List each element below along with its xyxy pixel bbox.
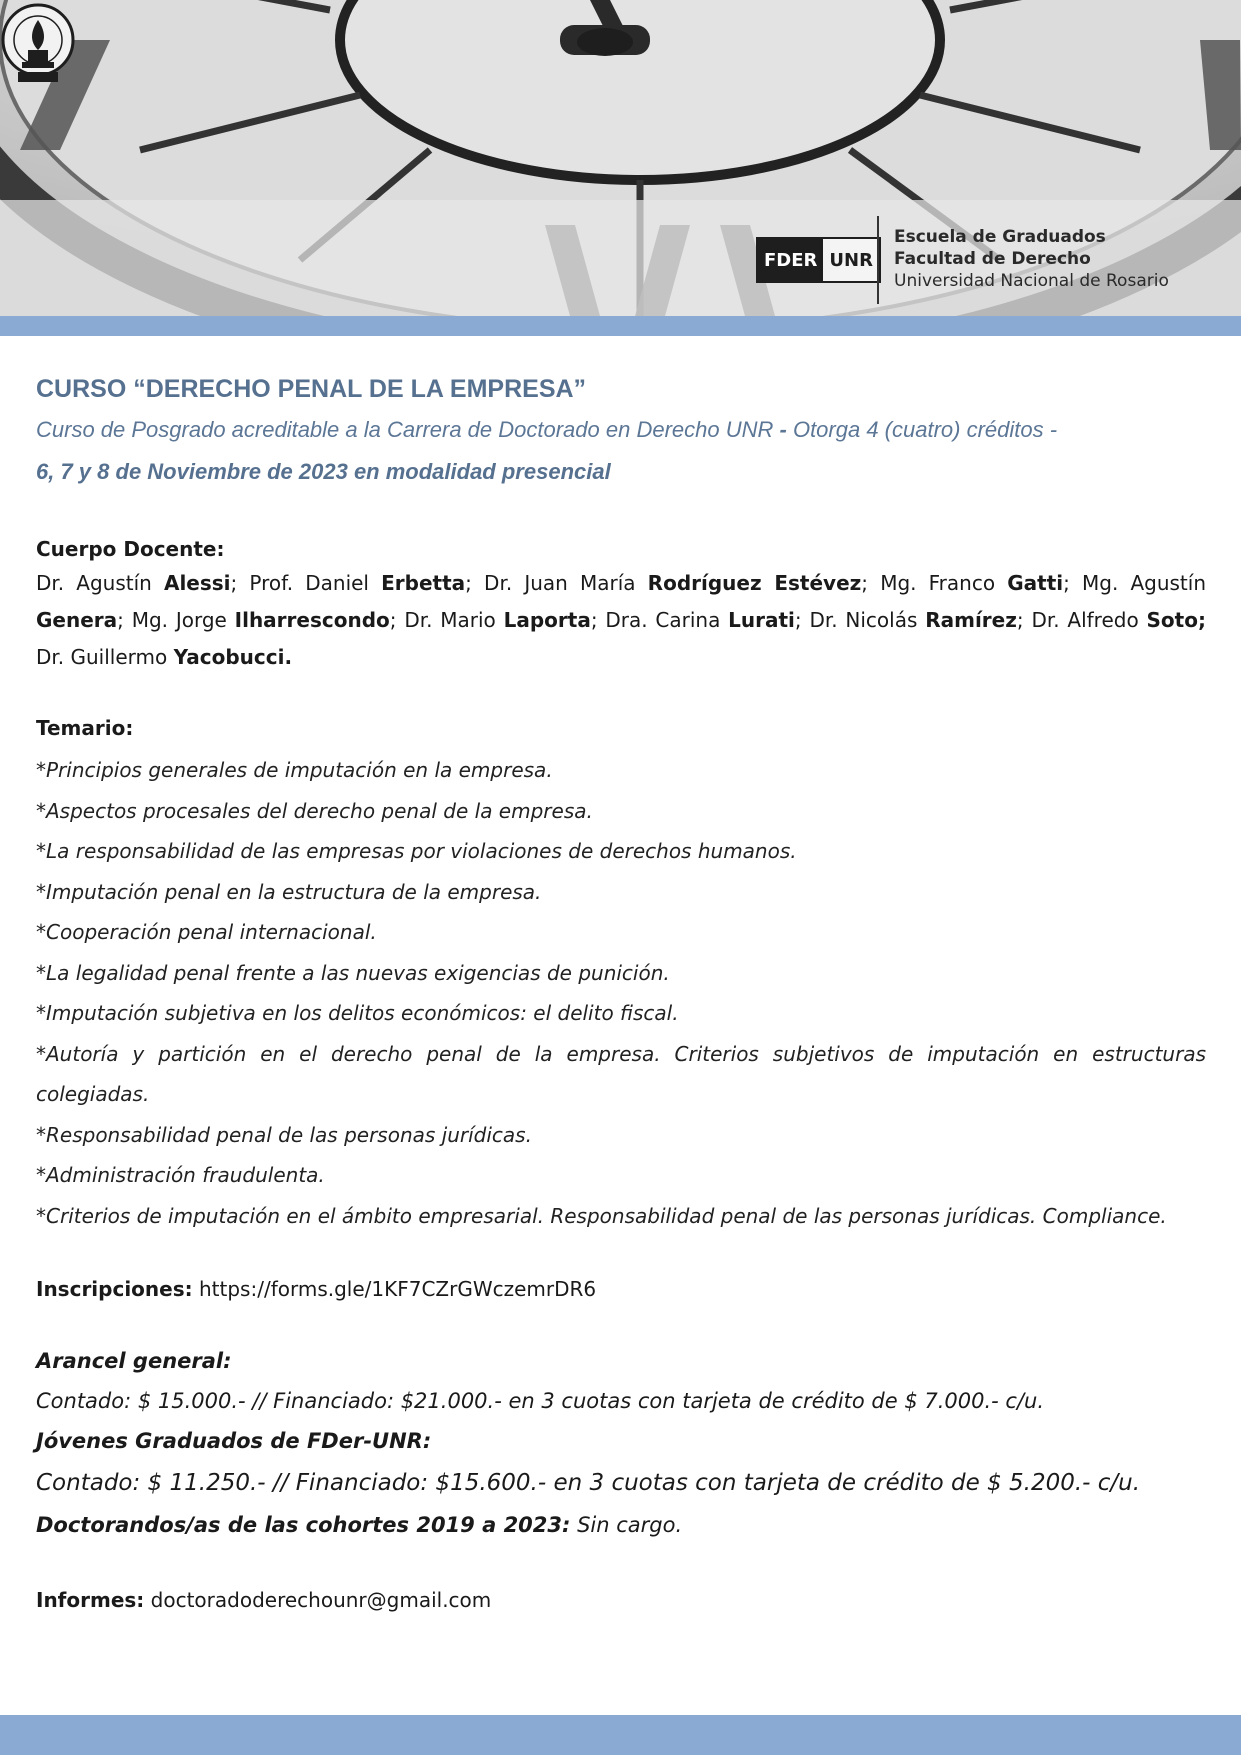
- topics-list: [36, 750, 1206, 1236]
- teacher-item: [132, 608, 405, 632]
- teachers-list: [36, 565, 1206, 676]
- teacher-item: [809, 608, 1031, 632]
- teacher-item: [249, 571, 484, 595]
- fee-doctoral-line: [36, 1505, 1206, 1545]
- fee-general-heading: Arancel general:: [36, 1349, 232, 1373]
- fee-doctoral-label: Doctorandos/as de las cohortes 2019 a 2023:: [36, 1513, 571, 1537]
- info-label: Informes:: [36, 1588, 145, 1612]
- teacher-item: [880, 571, 1082, 595]
- course-subtitle-a: Curso de Posgrado acreditable a la Carrera de Doctorado en Derecho UNR: [36, 417, 774, 442]
- teacher-separator: ;: [794, 608, 810, 632]
- topic-item: *Responsabilidad penal de las personas jurídicas.: [36, 1122, 532, 1147]
- teacher-surname: Gatti: [1007, 571, 1064, 595]
- course-subtitle-b: Otorga 4 (cuatro) créditos -: [792, 417, 1058, 442]
- teacher-separator: ;: [465, 571, 485, 595]
- teacher-surname: Ilharrescondo: [234, 608, 390, 632]
- teacher-prefix: Prof. Daniel: [249, 571, 382, 595]
- teacher-item: [36, 571, 249, 595]
- teacher-prefix: Dr. Guillermo: [36, 645, 174, 669]
- teacher-prefix: Dr. Juan María: [484, 571, 648, 595]
- teacher-separator: ;: [1016, 608, 1032, 632]
- teacher-surname: Laporta: [503, 608, 591, 632]
- teacher-item: [404, 608, 605, 632]
- teacher-surname: Yacobucci.: [173, 645, 293, 669]
- institution-block: [894, 226, 1169, 292]
- teacher-item: [605, 608, 809, 632]
- registration-label: Inscripciones:: [36, 1277, 193, 1301]
- teacher-prefix: Mg. Jorge: [131, 608, 235, 632]
- fder-logo-left: FDER: [758, 239, 823, 281]
- fder-unr-logo: [756, 237, 881, 283]
- teachers-heading: Cuerpo Docente:: [36, 537, 225, 561]
- teacher-surname: Soto;: [1146, 608, 1206, 632]
- teacher-surname: Erbetta: [381, 571, 466, 595]
- teacher-separator: ;: [861, 571, 881, 595]
- fee-young-line: Contado: $ 11.250.- // Financiado: $15.600.- en 3 cuotas con tarjeta de crédito de $ 5.200.- c/u.: [36, 1470, 1141, 1496]
- registration-link[interactable]: https://forms.gle/1KF7CZrGWczemrDR6: [199, 1277, 597, 1301]
- topic-item: *Imputación penal en la estructura de la empresa.: [36, 879, 542, 904]
- fee-doctoral-value: Sin cargo.: [570, 1513, 683, 1537]
- teacher-surname: Rodríguez Estévez: [647, 571, 862, 595]
- teacher-prefix: Mg. Franco: [880, 571, 1008, 595]
- teacher-item: [36, 645, 292, 669]
- institution-university: Universidad Nacional de Rosario: [894, 271, 1169, 291]
- topic-item: *Principios generales de imputación en la empresa.: [36, 758, 553, 782]
- temario-heading: Temario:: [36, 716, 134, 740]
- header-divider: [877, 216, 879, 304]
- fee-general-line: Contado: $ 15.000.- // Financiado: $21.000.- en 3 cuotas con tarjeta de crédito de $ 7.000.- c/u.: [36, 1389, 1045, 1413]
- topic-item: *Administración fraudulenta.: [36, 1163, 325, 1187]
- header-banner: [0, 0, 1241, 316]
- teacher-prefix: Dr. Agustín: [36, 571, 164, 595]
- unr-seal-logo: [0, 0, 76, 86]
- teacher-prefix: Dra. Carina: [605, 608, 729, 632]
- topic-item: *Cooperación penal internacional.: [36, 920, 377, 944]
- fee-young-heading: Jóvenes Graduados de FDer-UNR:: [36, 1429, 432, 1453]
- info-line: [36, 1580, 1206, 1620]
- teacher-separator: ;: [230, 571, 250, 595]
- topic-item: *Autoría y partición en el derecho penal de la empresa. Criterios subjetivos de imputación en estructuras colegiadas.: [36, 1041, 1206, 1106]
- bottom-blue-band: [0, 1715, 1241, 1755]
- teacher-surname: Ramírez: [925, 608, 1017, 632]
- registration-line: [36, 1269, 1206, 1309]
- topic-item: *Aspectos procesales del derecho penal de la empresa.: [36, 798, 593, 823]
- flyer-content: [36, 370, 1206, 1620]
- teacher-surname: Genera: [36, 608, 118, 632]
- fder-logo-right: UNR: [823, 239, 879, 281]
- topic-item: *Imputación subjetiva en los delitos económicos: el delito fiscal.: [36, 1001, 679, 1025]
- teacher-separator: ;: [590, 608, 606, 632]
- course-dates: 6, 7 y 8 de Noviembre de 2023 en modalidad presencial: [36, 459, 611, 484]
- teacher-separator: ;: [389, 608, 405, 632]
- teacher-separator: ;: [1063, 571, 1082, 595]
- info-email[interactable]: doctoradoderechounr@gmail.com: [150, 1588, 492, 1612]
- teacher-separator: ;: [117, 608, 132, 632]
- institution-school: Escuela de Graduados: [894, 227, 1106, 247]
- teacher-prefix: Dr. Mario: [404, 608, 504, 632]
- teacher-item: [484, 571, 880, 595]
- teacher-surname: Lurati: [728, 608, 795, 632]
- teacher-prefix: Mg. Agustín: [1082, 571, 1206, 595]
- topic-item: *Criterios de imputación en el ámbito empresarial. Responsabilidad penal de las personas jurídicas. Compliance.: [36, 1203, 1167, 1228]
- teacher-surname: Alessi: [163, 571, 231, 595]
- topic-item: *La responsabilidad de las empresas por violaciones de derechos humanos.: [36, 839, 797, 863]
- course-subtitle-sep: -: [773, 417, 793, 442]
- course-subtitle: [36, 408, 1206, 451]
- top-blue-band: [0, 316, 1241, 336]
- course-title: CURSO “DERECHO PENAL DE LA EMPRESA”: [36, 375, 587, 403]
- teacher-item: [1031, 608, 1206, 632]
- topic-item: *La legalidad penal frente a las nuevas exigencias de punición.: [36, 960, 670, 985]
- teacher-prefix: Dr. Alfredo: [1031, 608, 1147, 632]
- teacher-prefix: Dr. Nicolás: [809, 608, 926, 632]
- institution-faculty: Facultad de Derecho: [894, 249, 1091, 269]
